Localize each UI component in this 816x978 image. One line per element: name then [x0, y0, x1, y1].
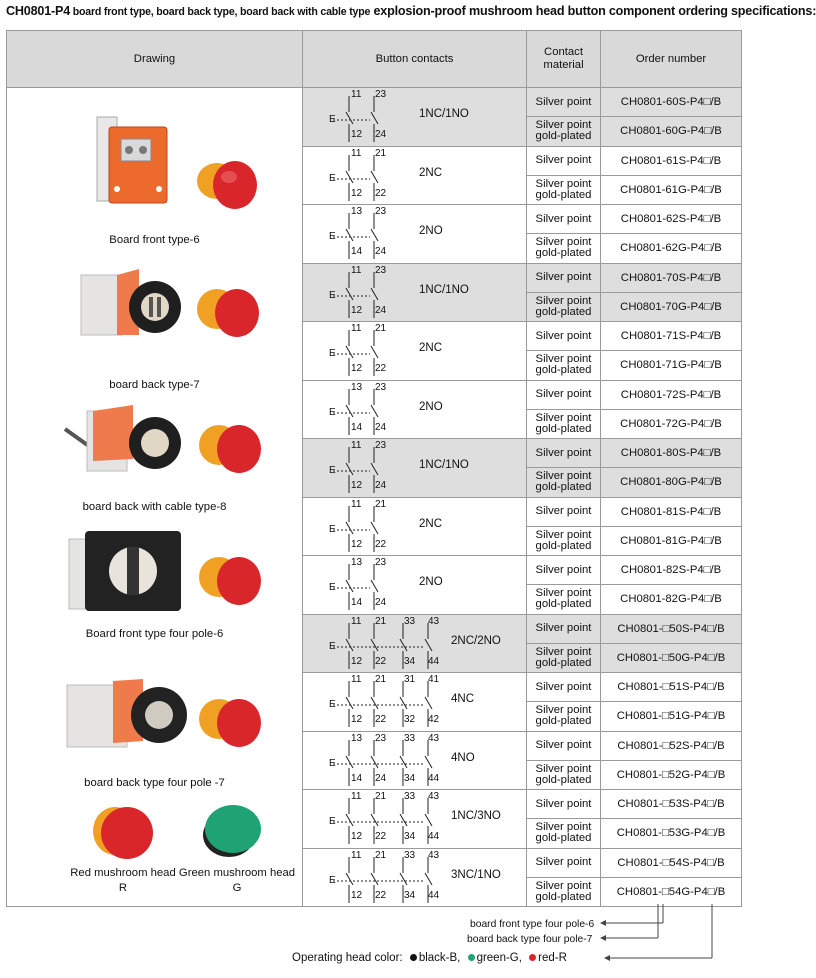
- contact-symbol: [329, 851, 459, 907]
- terminal-label: 23: [375, 89, 387, 100]
- material-silver: Silver point: [535, 388, 592, 401]
- terminal-label: 14: [351, 772, 363, 784]
- order-number: CH0801-70G-P4□/B: [601, 292, 742, 321]
- terminal-label: 44: [428, 655, 440, 667]
- terminal-label: 24: [375, 246, 387, 257]
- color-black: black-B,: [418, 952, 461, 964]
- order-number: CH0801-□51G-P4□/B: [601, 702, 742, 731]
- terminal-label: 12: [351, 480, 363, 491]
- terminal-label: 24: [375, 597, 387, 608]
- contact-type: 4NO: [451, 751, 475, 764]
- material-gold-line2: gold-plated: [535, 598, 592, 611]
- board-front-four-image: [65, 523, 265, 619]
- material-cell: [527, 731, 601, 760]
- terminal-label: 34: [404, 772, 416, 784]
- terminal-label: 21: [375, 791, 387, 802]
- terminal-label: 11: [351, 615, 362, 627]
- title-desc: explosion-proof mushroom head button component ordering specifications:: [370, 4, 816, 18]
- order-number: CH0801-71S-P4□/B: [601, 322, 742, 351]
- material-gold-line2: gold-plated: [535, 832, 592, 845]
- order-number: CH0801-61S-P4□/B: [601, 146, 742, 175]
- label-board-back: board back type-7: [109, 379, 200, 391]
- terminal-label: 22: [375, 831, 387, 842]
- board-back-image: [77, 265, 267, 345]
- terminal-e: E: [329, 406, 336, 418]
- terminal-label: 41: [428, 674, 440, 685]
- terminal-label: 14: [351, 597, 363, 608]
- material-cell: [527, 322, 601, 351]
- contact-cell: [303, 790, 527, 849]
- terminal-label: 21: [375, 615, 387, 627]
- terminal-label: 12: [351, 363, 363, 374]
- terminal-label: 43: [428, 791, 440, 802]
- terminal-label: 11: [351, 323, 362, 334]
- material-silver: Silver point: [535, 680, 592, 693]
- material-silver: Silver point: [535, 563, 592, 576]
- material-gold-line1: Silver point: [535, 294, 592, 307]
- material-cell: [527, 409, 601, 438]
- title-code: CH0801-P4: [6, 4, 71, 18]
- terminal-label: 34: [404, 655, 416, 667]
- order-number: CH0801-□53S-P4□/B: [601, 790, 742, 819]
- header-contacts: Button contacts: [303, 31, 527, 88]
- board-back-four-image: [63, 671, 263, 761]
- contact-symbol: [329, 675, 459, 731]
- terminal-e: E: [329, 114, 336, 125]
- order-number: CH0801-□52S-P4□/B: [601, 731, 742, 760]
- red-dot-icon: [529, 954, 536, 961]
- terminal-label: 23: [375, 732, 387, 744]
- material-cell: [527, 643, 601, 672]
- contact-symbol: [329, 617, 459, 673]
- material-cell: [527, 848, 601, 877]
- contact-symbol: [329, 734, 459, 790]
- contact-type: 3NC/1NO: [451, 868, 501, 881]
- header-order: Order number: [601, 31, 742, 88]
- terminal-label: 24: [375, 304, 387, 316]
- terminal-label: 21: [375, 849, 387, 861]
- label-red-code: R: [118, 882, 128, 894]
- order-number: CH0801-80S-P4□/B: [601, 439, 742, 468]
- order-number: CH0801-81G-P4□/B: [601, 526, 742, 555]
- contact-type: 1NC/1NO: [419, 283, 469, 296]
- terminal-label: 13: [351, 206, 363, 217]
- order-number: CH0801-80G-P4□/B: [601, 468, 742, 497]
- terminal-label: 22: [375, 538, 387, 550]
- terminal-label: 11: [351, 147, 362, 159]
- order-number: CH0801-81S-P4□/B: [601, 497, 742, 526]
- order-number: CH0801-70S-P4□/B: [601, 263, 742, 292]
- terminal-label: 22: [375, 363, 387, 374]
- material-silver: Silver point: [535, 739, 592, 752]
- label-board-back-cable: board back with cable type-8: [82, 501, 227, 513]
- material-gold-line1: Silver point: [535, 119, 592, 132]
- material-gold-line2: gold-plated: [535, 773, 592, 786]
- terminal-label: 33: [404, 849, 416, 861]
- terminal-label: 24: [375, 480, 387, 491]
- order-number: CH0801-□50S-P4□/B: [601, 614, 742, 643]
- order-number: CH0801-60G-P4□/B: [601, 117, 742, 146]
- footnote-colors: [292, 952, 567, 964]
- order-number: CH0801-72G-P4□/B: [601, 409, 742, 438]
- terminal-label: 44: [428, 889, 440, 901]
- terminal-label: 12: [351, 889, 363, 901]
- order-number: CH0801-62G-P4□/B: [601, 234, 742, 263]
- material-gold-line2: gold-plated: [535, 364, 592, 377]
- terminal-label: 12: [351, 655, 363, 667]
- terminal-label: 13: [351, 732, 363, 744]
- material-cell: [527, 88, 601, 117]
- order-number: CH0801-61G-P4□/B: [601, 175, 742, 204]
- material-cell: [527, 439, 601, 468]
- material-gold-line1: Silver point: [535, 528, 592, 541]
- material-cell: [527, 292, 601, 321]
- header-drawing: Drawing: [7, 31, 303, 88]
- terminal-e: E: [329, 172, 336, 184]
- contact-type: 1NC/1NO: [419, 459, 469, 471]
- material-gold-line1: Silver point: [535, 879, 592, 892]
- material-cell: [527, 468, 601, 497]
- terminal-e: E: [329, 582, 336, 593]
- order-number: CH0801-60S-P4□/B: [601, 88, 742, 117]
- terminal-label: 23: [375, 264, 387, 276]
- terminal-label: 23: [375, 206, 387, 217]
- contact-type: 2NO: [419, 576, 443, 588]
- contact-type: 2NC: [419, 166, 443, 179]
- contact-cell: [303, 263, 527, 322]
- material-gold-line2: gold-plated: [535, 481, 592, 494]
- terminal-label: 22: [375, 889, 387, 901]
- terminal-label: 14: [351, 246, 363, 257]
- order-number: CH0801-□51S-P4□/B: [601, 673, 742, 702]
- order-number: CH0801-82G-P4□/B: [601, 585, 742, 614]
- terminal-label: 24: [375, 772, 387, 784]
- terminal-label: 21: [375, 674, 387, 685]
- green-mushroom-image: [199, 799, 269, 863]
- terminal-label: 13: [351, 557, 363, 568]
- label-green-code: G: [232, 882, 242, 894]
- material-gold-line1: Silver point: [535, 470, 592, 483]
- material-cell: [527, 117, 601, 146]
- material-gold-line2: gold-plated: [535, 422, 592, 435]
- order-number: CH0801-71G-P4□/B: [601, 351, 742, 380]
- material-cell: [527, 819, 601, 848]
- material-cell: [527, 585, 601, 614]
- material-silver: Silver point: [535, 95, 592, 108]
- material-gold-line2: gold-plated: [535, 539, 592, 552]
- terminal-label: 42: [428, 714, 440, 725]
- material-gold-line2: gold-plated: [535, 305, 592, 318]
- material-cell: [527, 263, 601, 292]
- material-gold-line2: gold-plated: [535, 656, 592, 669]
- material-gold-line2: gold-plated: [535, 715, 592, 728]
- terminal-label: 12: [351, 129, 363, 140]
- material-gold-line2: gold-plated: [535, 890, 592, 903]
- contact-cell: [303, 205, 527, 264]
- terminal-e: E: [329, 348, 336, 359]
- material-cell: [527, 790, 601, 819]
- contact-cell: [303, 614, 527, 673]
- terminal-label: 22: [375, 655, 387, 667]
- material-cell: [527, 146, 601, 175]
- terminal-label: 12: [351, 714, 363, 725]
- material-cell: [527, 556, 601, 585]
- material-gold-line1: Silver point: [535, 177, 592, 190]
- terminal-label: 21: [375, 498, 387, 510]
- page-title: [6, 4, 816, 18]
- contact-cell: [303, 88, 527, 147]
- terminal-e: E: [329, 465, 336, 476]
- order-number: CH0801-□54S-P4□/B: [601, 848, 742, 877]
- material-gold-line2: gold-plated: [535, 247, 592, 260]
- label-red-head: Red mushroom head: [70, 867, 176, 879]
- terminal-label: 34: [404, 889, 416, 901]
- contact-cell: [303, 731, 527, 790]
- contact-cell: [303, 439, 527, 498]
- terminal-label: 32: [404, 714, 416, 725]
- material-gold-line1: Silver point: [535, 411, 592, 424]
- material-silver: Silver point: [535, 446, 592, 459]
- contact-cell: [303, 497, 527, 556]
- material-cell: [527, 702, 601, 731]
- board-back-cable-image: [63, 399, 263, 489]
- label-board-back-four: board back type four pole -7: [84, 777, 225, 789]
- contact-cell: [303, 556, 527, 615]
- material-gold-line2: gold-plated: [535, 130, 592, 143]
- material-silver: Silver point: [535, 329, 592, 342]
- material-cell: [527, 526, 601, 555]
- terminal-label: 31: [404, 674, 416, 685]
- label-board-front: Board front type-6: [109, 234, 200, 246]
- material-silver: Silver point: [535, 622, 592, 635]
- contact-type: 1NC/3NO: [451, 810, 501, 822]
- terminal-e: E: [329, 523, 336, 535]
- terminal-label: 14: [351, 421, 363, 433]
- material-cell: [527, 351, 601, 380]
- order-number: CH0801-□52G-P4□/B: [601, 760, 742, 789]
- label-green-head: Green mushroom head: [178, 867, 296, 879]
- drawing-column: [7, 87, 302, 909]
- terminal-e: E: [329, 699, 336, 710]
- contact-symbol: [329, 792, 459, 848]
- terminal-label: 23: [375, 440, 387, 451]
- material-gold-line1: Silver point: [535, 762, 592, 775]
- terminal-label: 12: [351, 538, 363, 550]
- material-gold-line1: Silver point: [535, 236, 592, 249]
- material-silver: Silver point: [535, 797, 592, 810]
- terminal-label: 33: [404, 732, 416, 744]
- material-gold-line1: Silver point: [535, 353, 592, 366]
- terminal-label: 13: [351, 381, 363, 393]
- material-gold-line1: Silver point: [535, 587, 592, 600]
- contact-type: 2NO: [419, 225, 443, 237]
- material-cell: [527, 614, 601, 643]
- terminal-label: 24: [375, 421, 387, 433]
- terminal-label: 11: [351, 791, 362, 802]
- terminal-e: E: [329, 640, 336, 652]
- material-silver: Silver point: [535, 271, 592, 284]
- terminal-label: 23: [375, 381, 387, 393]
- red-mushroom-image: [87, 799, 157, 863]
- material-silver: Silver point: [535, 212, 592, 225]
- terminal-label: 22: [375, 187, 387, 199]
- footnote-front-four: board front type four pole-6: [470, 919, 595, 930]
- order-number: CH0801-82S-P4□/B: [601, 556, 742, 585]
- contact-type: 1NC/1NO: [419, 108, 469, 120]
- material-cell: [527, 673, 601, 702]
- material-gold-line1: Silver point: [535, 704, 592, 717]
- material-silver: Silver point: [535, 505, 592, 518]
- contact-cell: [303, 848, 527, 907]
- title-types: board front type, board back type, board back with cable type: [70, 6, 371, 18]
- material-gold-line1: Silver point: [535, 645, 592, 658]
- terminal-label: 23: [375, 557, 387, 568]
- material-cell: [527, 175, 601, 204]
- terminal-label: 43: [428, 732, 440, 744]
- contact-cell: [303, 146, 527, 205]
- contact-type: 2NC: [419, 342, 443, 354]
- material-cell: [527, 497, 601, 526]
- terminal-label: 11: [351, 264, 362, 276]
- material-gold-line2: gold-plated: [535, 188, 592, 201]
- board-front-image: [87, 109, 267, 219]
- color-red: red-R: [538, 952, 567, 964]
- contact-cell: [303, 322, 527, 381]
- terminal-label: 11: [351, 849, 362, 861]
- header-material: Contact material: [527, 31, 601, 88]
- terminal-label: 34: [404, 831, 416, 842]
- terminal-label: 44: [428, 831, 440, 842]
- material-silver: Silver point: [535, 856, 592, 869]
- terminal-e: E: [329, 816, 336, 827]
- material-gold-line1: Silver point: [535, 821, 592, 834]
- black-dot-icon: [410, 954, 417, 961]
- terminal-label: 43: [428, 615, 440, 627]
- material-cell: [527, 760, 601, 789]
- terminal-e: E: [329, 757, 336, 769]
- terminal-e: E: [329, 289, 336, 301]
- terminal-label: 12: [351, 187, 363, 199]
- terminal-label: 12: [351, 304, 363, 316]
- order-number: CH0801-□54G-P4□/B: [601, 877, 742, 906]
- terminal-label: 33: [404, 615, 416, 627]
- terminal-label: 11: [351, 440, 362, 451]
- material-cell: [527, 234, 601, 263]
- color-label: Operating head color:: [292, 952, 403, 964]
- contact-type: 2NC/2NO: [451, 634, 501, 647]
- contact-type: 2NO: [419, 400, 443, 413]
- terminal-label: 33: [404, 791, 416, 802]
- terminal-label: 12: [351, 831, 363, 842]
- terminal-label: 11: [351, 674, 362, 685]
- color-green: green-G,: [476, 952, 522, 964]
- contact-cell: [303, 673, 527, 732]
- order-number: CH0801-□50G-P4□/B: [601, 643, 742, 672]
- terminal-label: 24: [375, 129, 387, 140]
- material-cell: [527, 205, 601, 234]
- terminal-label: 44: [428, 772, 440, 784]
- order-number: CH0801-72S-P4□/B: [601, 380, 742, 409]
- terminal-e: E: [329, 231, 336, 242]
- terminal-label: 22: [375, 714, 387, 725]
- green-dot-icon: [468, 954, 475, 961]
- contact-type: 4NC: [451, 693, 475, 705]
- material-silver: Silver point: [535, 154, 592, 167]
- terminal-label: 21: [375, 323, 387, 334]
- material-cell: [527, 380, 601, 409]
- terminal-e: E: [329, 874, 336, 886]
- label-board-front-four: Board front type four pole-6: [85, 628, 224, 640]
- order-number: CH0801-□53G-P4□/B: [601, 819, 742, 848]
- contact-type: 2NC: [419, 517, 443, 530]
- order-number: CH0801-62S-P4□/B: [601, 205, 742, 234]
- terminal-label: 11: [351, 498, 362, 510]
- terminal-label: 21: [375, 147, 387, 159]
- terminal-label: 11: [351, 89, 362, 100]
- footnote-back-four: board back type four pole-7: [467, 934, 593, 945]
- footnote-arrows: [600, 904, 730, 964]
- terminal-label: 43: [428, 849, 440, 861]
- contact-cell: [303, 380, 527, 439]
- material-cell: [527, 877, 601, 906]
